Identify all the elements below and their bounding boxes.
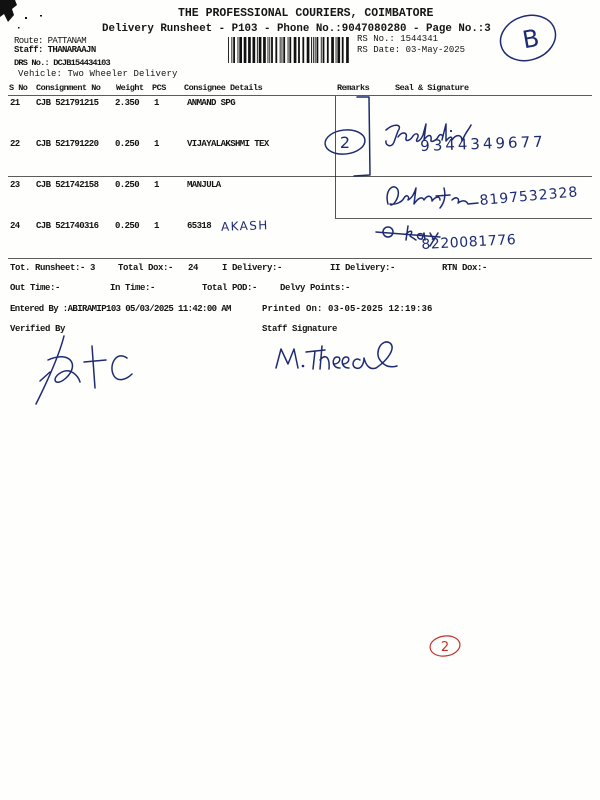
barcode-bar bbox=[346, 37, 349, 63]
barcode-bar bbox=[257, 37, 258, 63]
row-sno: 21 bbox=[10, 98, 20, 108]
first-delivery: I Delivery:- bbox=[222, 263, 283, 273]
staff-signature bbox=[276, 342, 397, 369]
rs-number: RS No.: 1544341 bbox=[357, 34, 439, 44]
barcode-bar bbox=[313, 37, 314, 63]
barcode-bar bbox=[239, 37, 242, 63]
scan-dot bbox=[40, 15, 42, 17]
row-weight: 0.250 bbox=[115, 180, 140, 190]
red-circle-number: 2 bbox=[440, 640, 450, 655]
barcode-bar bbox=[311, 37, 312, 63]
scan-dot bbox=[25, 17, 27, 19]
barcode-bar bbox=[282, 37, 283, 63]
barcode-bar bbox=[253, 37, 256, 63]
row-pcs: 1 bbox=[154, 221, 159, 231]
barcode-bar bbox=[259, 37, 262, 63]
barcode-bar bbox=[302, 37, 304, 63]
runsheet-title: Delivery Runsheet - P103 - Phone No.:9047080280 - Page No.:3 bbox=[102, 23, 491, 35]
handwritten-phone-row-22: 9344349677 bbox=[419, 132, 546, 155]
barcode-bar bbox=[288, 37, 289, 63]
barcode-bar bbox=[248, 37, 251, 63]
barcode-bar bbox=[336, 37, 337, 63]
row-consignment: CJB 521791220 bbox=[36, 139, 99, 149]
total-runsheet: Tot. Runsheet:- 3 bbox=[10, 263, 96, 273]
drs-number: DRS No.: DCJB154434103 bbox=[14, 58, 110, 68]
row-consignment: CJB 521740316 bbox=[36, 221, 99, 231]
barcode-bar bbox=[228, 37, 229, 63]
col-header-remarks: Remarks bbox=[337, 83, 370, 93]
barcode-bar bbox=[327, 37, 329, 63]
row-pcs: 1 bbox=[154, 180, 159, 190]
total-dox-value: 24 bbox=[188, 263, 199, 273]
handwritten-phone-row-23: 8197532328 bbox=[478, 184, 580, 209]
col-header-weight: Weight bbox=[116, 83, 144, 93]
row-consignment: CJB 521742158 bbox=[36, 180, 99, 190]
company-name: THE PROFESSIONAL COURIERS, COIMBATORE bbox=[178, 7, 434, 20]
col-header-signature: Seal & Signature bbox=[395, 83, 469, 93]
barcode-bar bbox=[294, 37, 297, 63]
col-header-sno: S No bbox=[9, 83, 28, 93]
staff: Staff: THANARAAJN bbox=[14, 45, 96, 55]
barcode-bar bbox=[268, 37, 269, 63]
barcode-bar bbox=[238, 37, 239, 63]
vehicle: Vehicle: Two Wheeler Delivery bbox=[18, 69, 178, 79]
red-circle-mark bbox=[429, 634, 461, 658]
col-header-consignment: Consignment No bbox=[36, 83, 101, 93]
col-header-consignee: Consignee Details bbox=[184, 83, 263, 93]
barcode-bar bbox=[283, 37, 285, 63]
row-pcs: 1 bbox=[154, 98, 159, 108]
barcode-bar bbox=[275, 37, 277, 63]
red-circle bbox=[429, 634, 461, 658]
page-mark-letter: B bbox=[520, 23, 542, 55]
row-pcs: 1 bbox=[154, 139, 159, 149]
row-consignment: CJB 521791215 bbox=[36, 98, 99, 108]
barcode-bar bbox=[323, 37, 325, 63]
row-weight: 2.350 bbox=[115, 98, 140, 108]
route: Route: PATTANAM bbox=[14, 36, 87, 46]
barcode-bar bbox=[317, 37, 319, 63]
row-sno: 23 bbox=[10, 180, 20, 190]
handwritten-consignee-name: AKASH bbox=[220, 218, 269, 234]
barcode-bar bbox=[233, 37, 235, 63]
rtn-dox: RTN Dox:- bbox=[442, 263, 488, 273]
verified-by-signature bbox=[36, 336, 132, 404]
barcode-bar bbox=[269, 37, 270, 63]
scan-blot bbox=[0, 0, 17, 22]
barcode-bar bbox=[298, 37, 300, 63]
barcode-bar bbox=[244, 37, 247, 63]
barcode-bar bbox=[331, 37, 334, 63]
barcode-bar bbox=[289, 37, 291, 63]
col-header-pcs: PCS bbox=[152, 83, 166, 93]
scan-dot bbox=[18, 27, 20, 29]
barcode-bar bbox=[280, 37, 281, 63]
scan-artifact bbox=[0, 0, 42, 29]
barcode-bar bbox=[342, 37, 344, 63]
page-mark-circle bbox=[495, 8, 562, 67]
printed-on: Printed On: 03-05-2025 12:19:36 bbox=[262, 304, 433, 314]
out-time: Out Time:- bbox=[10, 283, 61, 293]
row-consignee: ANMAND SPG bbox=[187, 98, 236, 108]
remark-number: 2 bbox=[339, 133, 351, 152]
barcode-bar bbox=[263, 37, 266, 63]
row-sno: 24 bbox=[10, 221, 20, 231]
barcode-bar bbox=[271, 37, 273, 63]
rs-date: RS Date: 03-May-2025 bbox=[357, 45, 466, 55]
entered-by: Entered By :ABIRAMIP103 05/03/2025 11:42:00 AM bbox=[10, 304, 231, 314]
drs-barcode bbox=[228, 37, 349, 63]
delivery-points: Delvy Points:- bbox=[280, 283, 351, 293]
row-weight: 0.250 bbox=[115, 221, 140, 231]
page-mark bbox=[495, 8, 562, 67]
barcode-bar bbox=[337, 37, 340, 63]
total-dox-label: Total Dox:- bbox=[118, 263, 174, 273]
barcode-bar bbox=[321, 37, 322, 63]
handwritten-phone-row-24: 8220081776 bbox=[420, 232, 517, 253]
row-consignee: VIJAYALAKSHMI TEX bbox=[187, 139, 269, 149]
barcode-bar bbox=[315, 37, 316, 63]
in-time: In Time:- bbox=[110, 283, 156, 293]
verified-by-label: Verified By bbox=[10, 324, 66, 334]
total-pod: Total POD:- bbox=[202, 283, 258, 293]
row-sno: 22 bbox=[10, 139, 20, 149]
row-weight: 0.250 bbox=[115, 139, 140, 149]
staff-signature-label: Staff Signature bbox=[262, 324, 338, 334]
row-consignee: 65318 bbox=[187, 221, 212, 231]
row-consignee: MANJULA bbox=[187, 180, 221, 190]
second-delivery: II Delivery:- bbox=[330, 263, 396, 273]
barcode-bar bbox=[307, 37, 310, 63]
table-row bbox=[0, 99, 600, 111]
barcode-bar bbox=[231, 37, 232, 63]
